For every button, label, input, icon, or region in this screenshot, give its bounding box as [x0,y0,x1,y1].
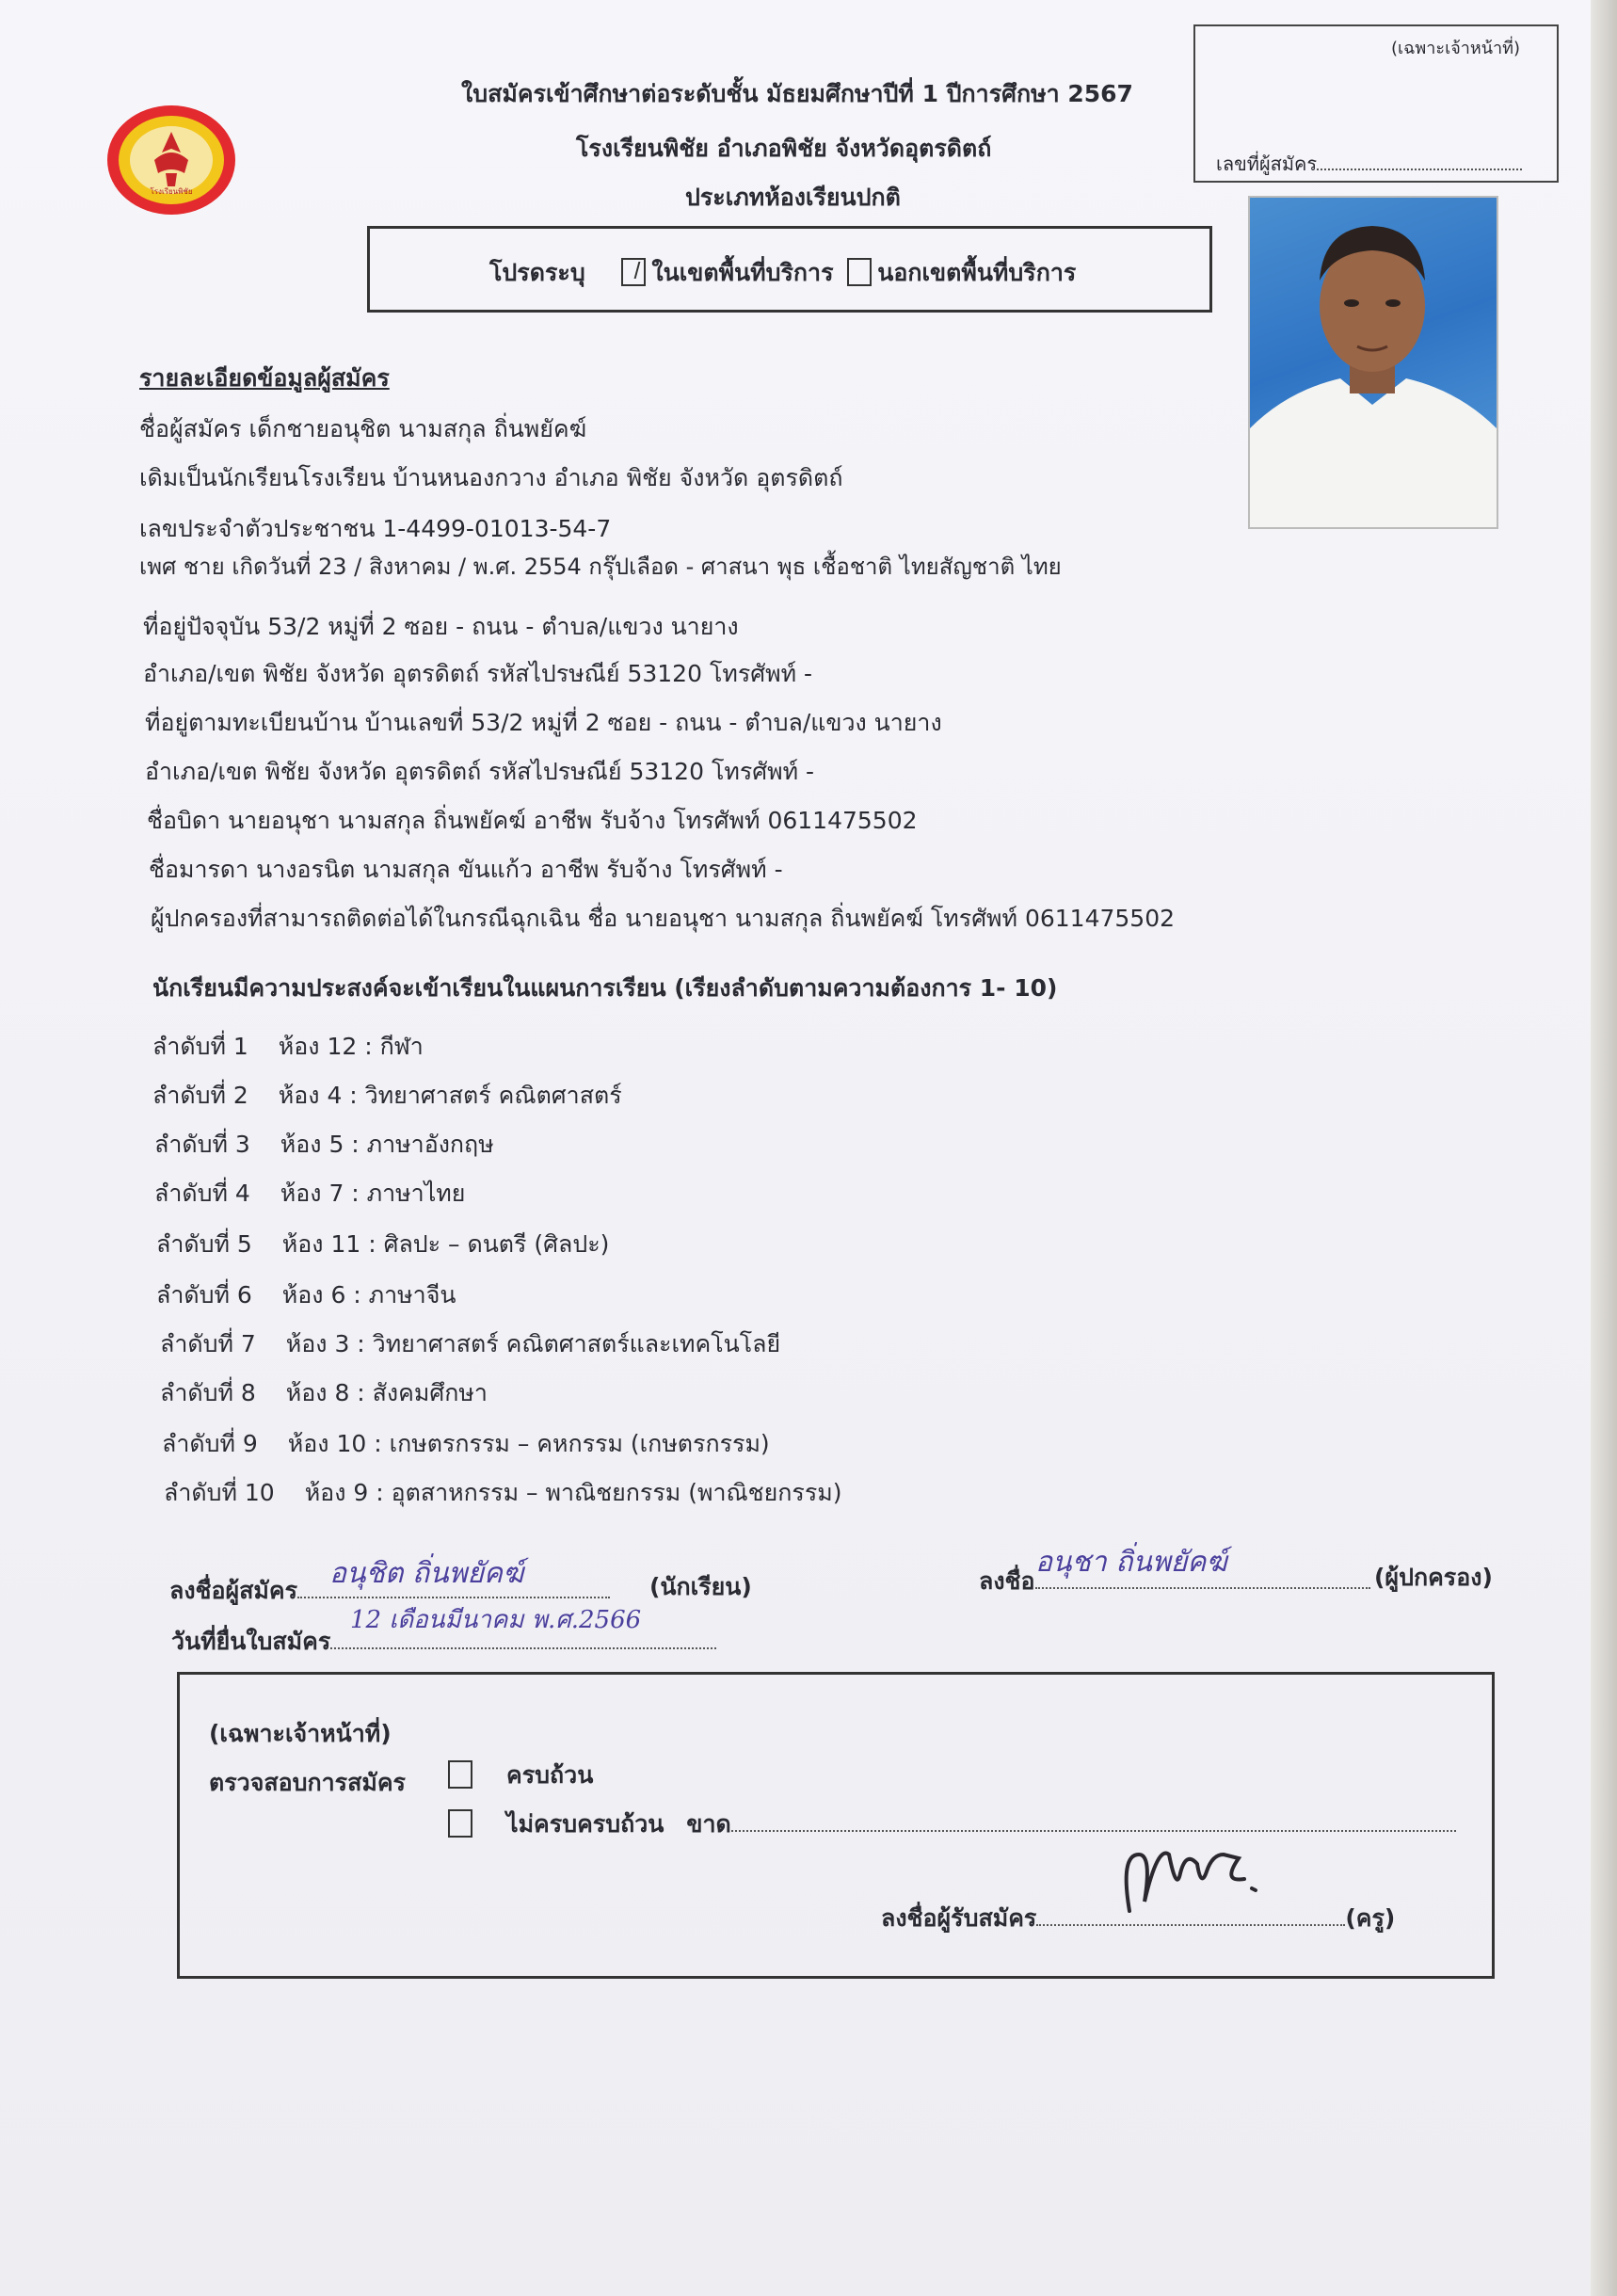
detail-row: เพศ ชาย เกิดวันที่ 23 / สิงหาคม / พ.ศ. 2554 กรุ๊ปเลือด - ศาสนา พุธ เชื้อชาติ ไทยสัญชาติ ไทย [139,554,1062,580]
out-area-checkbox[interactable] [847,258,872,286]
section-title: รายละเอียดข้อมูลผู้สมัคร [139,364,390,392]
plan-item: ลำดับที่ 9 ห้อง 10 : เกษตรกรรม – คหกรรม (เกษตรกรรม) [162,1430,770,1457]
form-title: ใบสมัครเข้าศึกษาต่อระดับชั้น มัธยมศึกษาปีที่ 1 ปีการศึกษา 2567 [461,80,1133,107]
detail-row: ที่อยู่ปัจจุบัน 53/2 หมู่ที่ 2 ซอย - ถนน - ตำบล/แขวง นายาง [143,613,739,640]
guardian-signature: อนุชา ถิ่นพยัคฆ์ [1035,1546,1227,1579]
plan-item: ลำดับที่ 1 ห้อง 12 : กีฬา [152,1033,424,1060]
detail-row: ชื่อมารดา นางอรนิต นามสกุล ขันแก้ว อาชีพ รับจ้าง โทรศัพท์ - [149,856,783,883]
detail-row: ชื่อผู้สมัคร เด็กชายอนุชิต นามสกุล ถิ่นพยัคฆ์ [139,415,587,442]
detail-row: อำเภอ/เขต พิชัย จังหวัด อุตรดิตถ์ รหัสไปรษณีย์ 53120 โทรศัพท์ - [145,758,815,785]
area-choice-row [489,254,1076,292]
detail-row: เดิมเป็นนักเรียนโรงเรียน บ้านหนองกวาง อำเภอ พิชัย จังหวัด อุตรดิตถ์ [139,464,843,491]
table-edge [1591,0,1617,2296]
applicant-photo [1248,196,1498,529]
check-application-label: ตรวจสอบการสมัคร [209,1769,406,1796]
office-use-label: (เฉพาะเจ้าหน้าที่) [1391,39,1521,58]
submit-date-value: 12 เดือนมีนาคม พ.ศ.2566 [350,1606,642,1634]
out-area-label: นอกเขตพื้นที่บริการ [877,259,1077,286]
room-type: ประเภทห้องเรียนปกติ [685,184,901,211]
school-seal-icon [105,104,237,217]
plan-item: ลำดับที่ 2 ห้อง 4 : วิทยาศาสตร์ คณิตศาสตร์ [152,1082,622,1109]
detail-row: อำเภอ/เขต พิชัย จังหวัด อุตรดิตถ์ รหัสไปรษณีย์ 53120 โทรศัพท์ - [143,660,813,687]
submit-date-label: วันที่ยื่นใบสมัคร [171,1623,716,1661]
detail-row: เลขประจำตัวประชาชน 1-4499-01013-54-7 [139,515,612,542]
receiver-signature-icon [1111,1817,1280,1930]
svg-text:โรงเรียนพิชัย: โรงเรียนพิชัย [150,187,193,196]
detail-row: ที่อยู่ตามทะเบียนบ้าน บ้านเลขที่ 53/2 หมู่ที่ 2 ซอย - ถนน - ตำบล/แขวง นายาง [145,709,942,736]
missing-label: ขาด [686,1810,731,1838]
complete-checkbox[interactable] [448,1760,472,1789]
applicant-suffix: (นักเรียน) [649,1573,752,1600]
plan-item: ลำดับที่ 3 ห้อง 5 : ภาษาอังกฤษ [154,1131,494,1158]
detail-row: ชื่อบิดา นายอนุชา นามสกุล ถิ่นพยัคฆ์ อาชีพ รับจ้าง โทรศัพท์ 0611475502 [147,807,918,834]
applicant-number-label: เลขที่ผู้สมัคร [1216,149,1522,179]
plan-item: ลำดับที่ 4 ห้อง 7 : ภาษาไทย [154,1180,466,1207]
in-area-checkbox[interactable] [621,258,646,286]
complete-option: ครบถ้วน [442,1757,593,1794]
incomplete-option: ไม่ครบครบถ้วน ขาด [442,1806,1456,1843]
plan-item: ลำดับที่ 7 ห้อง 3 : วิทยาศาสตร์ คณิตศาสตร์และเทคโนโลยี [160,1330,781,1357]
plan-title: นักเรียนมีความประสงค์จะเข้าเรียนในแผนการเรียน (เรียงลำดับตามความต้องการ 1- 10) [152,974,1058,1002]
detail-row: ผู้ปกครองที่สามารถติดต่อได้ในกรณีฉุกเฉิน ชื่อ นายอนุชา นามสกุล ถิ่นพยัคฆ์ โทรศัพท์ 0611475502 [151,905,1176,932]
applicant-signature: อนุชิต ถิ่นพยัคฆ์ [329,1557,524,1590]
school-name: โรงเรียนพิชัย อำเภอพิชัย จังหวัดอุตรดิตถ์ [576,135,992,162]
guardian-suffix: (ผู้ปกครอง) [1374,1564,1493,1591]
plan-item: ลำดับที่ 10 ห้อง 9 : อุตสาหกรรม – พาณิชยกรรม (พาณิชยกรรม) [164,1479,842,1506]
applicant-signature-label: ลงชื่อผู้สมัคร [169,1572,610,1610]
plan-item: ลำดับที่ 6 ห้อง 6 : ภาษาจีน [156,1281,456,1309]
incomplete-checkbox[interactable] [448,1809,472,1838]
guardian-signature-label: ลงชื่อ [979,1563,1370,1600]
plan-item: ลำดับที่ 5 ห้อง 11 : ศิลปะ – ดนตรี (ศิลปะ) [156,1230,610,1258]
in-area-label: ในเขตพื้นที่บริการ [651,259,834,286]
plan-item: ลำดับที่ 8 ห้อง 8 : สังคมศึกษา [160,1379,488,1406]
receiver-signature-label: ลงชื่อผู้รับสมัคร (ครู) [881,1904,1396,1932]
choice-prefix: โปรดระบุ [489,259,585,286]
staff-use-label: (เฉพาะเจ้าหน้าที่) [209,1720,392,1747]
